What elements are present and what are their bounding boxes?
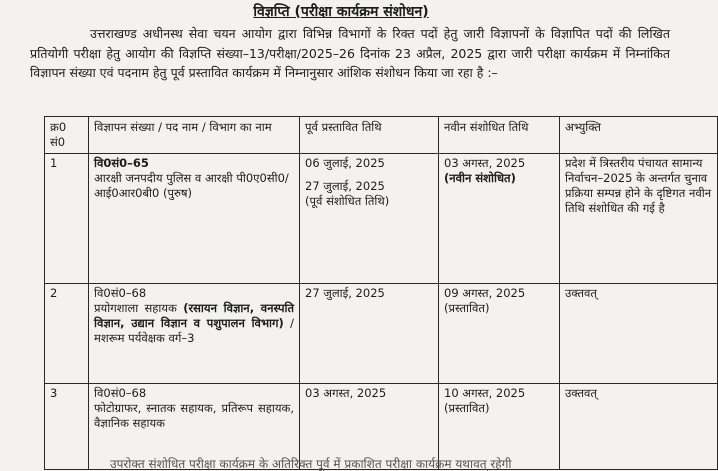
prev-date-note: (पूर्व संशोधित तिथि) <box>305 194 390 208</box>
row-prev-date: 03 अगस्त, 2025 <box>300 384 439 470</box>
notice-title: विज्ञप्ति (परीक्षा कार्यक्रम संशोधन) <box>253 4 429 20</box>
prev-date: 06 जुलाई, 2025 <box>305 156 385 170</box>
new-date-note: (नवीन संशोधित) <box>444 171 516 185</box>
table-header-row <box>45 117 718 154</box>
post-name: फोटोग्राफर, स्नातक सहायक, प्रतिरूप सहायक, वैज्ञानिक सहायक <box>94 401 294 430</box>
row-advt <box>89 154 300 284</box>
post-name-departments: (रसायन विज्ञान, वनस्पति विज्ञान, उद्यान विज्ञान व पशुपालन विभाग) <box>94 301 295 330</box>
post-name-plain: प्रयोगशाला सहायक <box>94 301 177 315</box>
row-sno: 1 <box>45 154 89 284</box>
table-row <box>45 154 718 284</box>
row-remarks: उक्तवत् <box>560 384 718 470</box>
table-row <box>45 284 718 384</box>
header-sno: क्र0 सं0 <box>45 117 89 154</box>
row-sno: 3 <box>45 384 89 470</box>
footer-text: उपरोक्त संशोधित परीक्षा कार्यक्रम के अतिरिक्त पूर्व में प्रकाशित परीक्षा कार्यक्रम यथावत् रहेगी <box>110 457 512 471</box>
new-date: 09 अगस्त, 2025 <box>444 286 526 300</box>
header-new-date: नवीन संशोधित तिथि <box>439 117 560 154</box>
new-date-note: (प्रस्तावित) <box>444 301 490 315</box>
row-remarks: उक्तवत् <box>560 284 718 384</box>
prev-date-revised: 27 जुलाई, 2025 <box>305 179 385 193</box>
advt-number: वि0सं0–68 <box>94 386 147 400</box>
row-sno: 2 <box>45 284 89 384</box>
row-prev-date: 27 जुलाई, 2025 <box>300 284 439 384</box>
intro-paragraph: उत्तराखण्ड अधीनस्थ सेवा चयन आयोग द्वारा विभिन्न विभागों के रिक्त पदों हेतु जारी विज्ञापनों के विज्ञापित पदों की लिखित प्रतियोगी परीक्षा हेतु आयोग की विज्ञप्ति संख्या–13/परीक्षा/2025–26 दिनांक 23 अप्रैल, 2025 द्वारा जारी परीक्षा कार्यक्रम में निम्नांकित विज्ञापन संख्या एवं पदनाम हेतु पूर्व प्रस्तावित कार्यक्रम में निम्नानुसार आंशिक संशोधन किया जा रहा है :– <box>30 26 670 80</box>
post-name <box>94 301 294 346</box>
row-prev-date <box>300 154 439 284</box>
advt-number: वि0सं0–65 <box>94 156 149 170</box>
post-name-tail: / मशरूम पर्यवेक्षक वर्ग–3 <box>94 316 295 345</box>
header-remarks: अभ्युक्ति <box>560 117 718 154</box>
new-date: 10 अगस्त, 2025 <box>444 386 526 400</box>
schedule-table <box>44 116 718 470</box>
row-remarks: प्रदेश में त्रिस्तरीय पंचायत सामान्य निर्वाचन–2025 के अन्तर्गत चुनाव प्रक्रिया सम्पन्न होने के दृष्टिगत नवीन तिथि संशोधित की गई है <box>560 154 718 284</box>
header-advt: विज्ञापन संख्या / पद नाम / विभाग का नाम <box>89 117 300 154</box>
header-prev-date: पूर्व प्रस्तावित तिथि <box>300 117 439 154</box>
new-date: 03 अगस्त, 2025 <box>444 156 526 170</box>
row-new-date <box>439 284 560 384</box>
row-advt <box>89 284 300 384</box>
row-new-date <box>439 154 560 284</box>
advt-number: वि0सं0–68 <box>94 286 147 300</box>
new-date-note: (प्रस्तावित) <box>444 401 490 415</box>
post-name: आरक्षी जनपदीय पुलिस व आरक्षी पी0ए0सी0/आई0आर0बी0 (पुरुष) <box>94 171 289 200</box>
